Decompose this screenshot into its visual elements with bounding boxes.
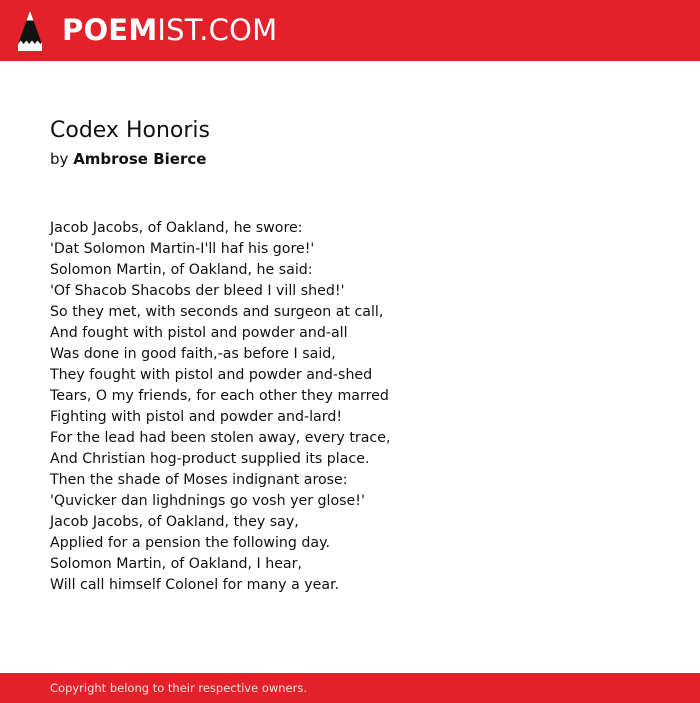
poem-line: For the lead had been stolen away, every trace, [50, 430, 391, 446]
poem-line: So they met, with seconds and surgeon at call, [50, 304, 384, 320]
by-label: by [50, 150, 69, 168]
copyright-notice: Copyright belong to their respective owners. [50, 681, 308, 695]
site-logo[interactable] [62, 13, 277, 47]
poem-line: Fighting with pistol and powder and-lard! [50, 409, 343, 425]
poem-line: Solomon Martin, of Oakland, he said: [50, 262, 313, 278]
poem-body [50, 218, 390, 596]
poem-title: Codex Honoris [50, 118, 210, 143]
poem-line: Jacob Jacobs, of Oakland, he swore: [50, 220, 303, 236]
poem-line: Will call himself Colonel for many a year. [50, 577, 340, 593]
poem-line: 'Of Shacob Shacobs der bleed I vill shed!' [50, 283, 345, 299]
poem-line: 'Dat Solomon Martin-I'll haf his gore!' [50, 241, 315, 257]
poem-line: Tears, O my friends, for each other they marred [50, 388, 389, 404]
logo-light-text: IST.COM [157, 13, 278, 47]
poem-line: Then the shade of Moses indignant arose: [50, 472, 348, 488]
poem-line: They fought with pistol and powder and-shed [50, 367, 373, 383]
poem-line: 'Quvicker dan lighdnings go vosh yer glose!' [50, 493, 365, 509]
poem-line: Applied for a pension the following day. [50, 535, 330, 551]
site-header [0, 0, 700, 61]
poem-author[interactable]: Ambrose Bierce [73, 150, 207, 168]
byline [50, 149, 206, 169]
site-footer [0, 673, 700, 703]
logo-bold-text: POEM [62, 13, 158, 47]
poem-line: And fought with pistol and powder and-all [50, 325, 348, 341]
poem-line: Jacob Jacobs, of Oakland, they say, [50, 514, 299, 530]
pencil-tip-icon[interactable] [17, 10, 43, 52]
poem-line: And Christian hog-product supplied its place. [50, 451, 370, 467]
poem-line: Was done in good faith,-as before I said, [50, 346, 336, 362]
poem-line: Solomon Martin, of Oakland, I hear, [50, 556, 302, 572]
